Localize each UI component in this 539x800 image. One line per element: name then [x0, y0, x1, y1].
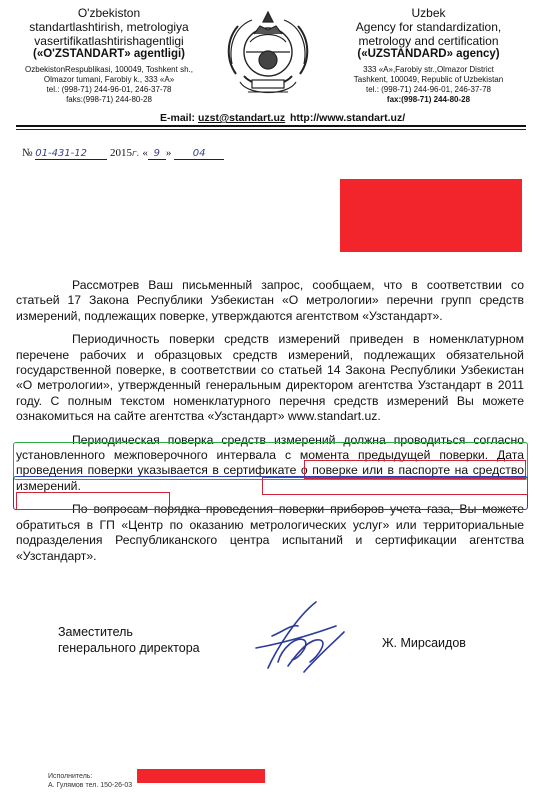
org-name-en-2: metrology and certification: [358, 34, 499, 48]
email-link[interactable]: uzst@standart.uz: [197, 112, 286, 124]
redacted-executor: [137, 769, 265, 783]
reference-number: 01-431-12: [35, 148, 107, 160]
executor-label: Исполнитель:: [48, 773, 93, 780]
paragraph-2: Периодичность поверки средств измерений приведен в номенклатурном перечене рабочих и образцовых средств измерений, подлежащих обязательной государственной поверке, в соответствии со статьей 14 Закона Республики Узбекистан «О метрологии», утвержденный генеральным директором агентства Узстандарт в 2011 году. С полным текстом номенклатурного перечня средств измерений Вы можете ознакомиться на сайте агентства «Узстандарт» www.standart.uz.: [16, 332, 524, 424]
paragraph-3: [16, 433, 524, 495]
paragraph-1: Рассмотрев Ваш письменный запрос, сообщаем, что в соответствии со статьей 17 Закона Республики Узбекистан «О метрологии» перечни групп средств измерений, подлежащих поверке, утверждаются агентством «Узстандарт».: [16, 278, 524, 323]
paragraph-4: По вопросам порядка проведения поверки приборов учета газа, Вы можете обратиться в ГП «Центр по оказанию метрологических услуг» или территориальные подразделения Республиканского центра испытаний и сертификации агентства «Узстандарт».: [16, 502, 524, 563]
org-name-uz-2: vasertifikatlashtirishagentligi: [34, 34, 184, 48]
redacted-recipient: [340, 179, 522, 252]
letter-body: [16, 278, 524, 564]
org-phone-uz: tel.: (998-71) 244-96-01, 246-37-78: [46, 85, 172, 94]
org-short-en: («UZSTANDARD» agency): [357, 48, 500, 60]
header-right-block: [318, 6, 539, 105]
org-address-en-1: 333 «A»,Farobiy str.,Olmazor District: [363, 65, 494, 74]
org-name-en-1: Agency for standardization,: [355, 20, 502, 34]
org-country-uz: O'zbekiston: [77, 6, 141, 20]
paragraph-3-part-a: Периодическая поверка средств измерений должна проводиться согласно установленного межповерочного интервала: [16, 432, 524, 463]
email-line: [160, 112, 285, 124]
org-fax-uz: faks:(998-71) 244-80-28: [66, 95, 152, 104]
org-address-uz-2: Olmazor tumani, Farobiy k., 333 «A»: [43, 75, 175, 84]
reference-year-prefix: 2015: [110, 147, 132, 159]
state-emblem-icon: [218, 4, 318, 106]
signer-title: [58, 624, 200, 656]
reference-month: 04: [174, 148, 224, 160]
org-country-en: Uzbek: [411, 6, 446, 20]
signer-name: Ж. Мирсаидов: [382, 636, 466, 650]
signer-title-2: генерального директора: [58, 641, 200, 655]
executor-block: [48, 772, 132, 790]
paragraph-3-part-d: в сертификате о поверке или в паспорте на средство измерений.: [16, 463, 524, 493]
header-divider-thin: [16, 129, 526, 130]
website-link[interactable]: http://www.standart.uz/: [290, 112, 406, 124]
header-left-block: [0, 6, 218, 105]
reference-line: № 01-431-12 2015г. « 9 » 04: [22, 147, 224, 160]
org-short-uz: («O'ZSTANDART» agentligi): [32, 48, 186, 60]
reference-year-suffix: г.: [132, 149, 140, 159]
org-fax-en: fax:(998-71) 244-80-28: [386, 95, 471, 104]
org-address-en-2: Tashkent, 100049, Republic of Uzbekistan: [353, 75, 504, 84]
org-name-uz-1: standartlashtirish, metrologiya: [29, 20, 189, 34]
org-address-uz-1: OzbekistonRespublikasi, 100049, Toshkent sh.,: [25, 65, 193, 74]
signer-title-1: Заместитель: [58, 625, 133, 639]
header-divider-thick: [16, 125, 526, 127]
executor-contact: А. Гулямов тел. 150-26-03: [48, 782, 133, 789]
paragraph-3-part-b: с момента предыдущей поверки.: [284, 448, 489, 463]
paragraph-3-part-c: Дата проведения поверки указывается: [16, 448, 524, 478]
reference-day: 9: [148, 148, 166, 160]
handwritten-signature-icon: [248, 596, 358, 680]
number-sign: №: [22, 147, 33, 159]
org-phone-en: tel.: (998-71) 244-96-01, 246-37-78: [366, 85, 491, 94]
email-label: E-mail:: [160, 112, 196, 124]
